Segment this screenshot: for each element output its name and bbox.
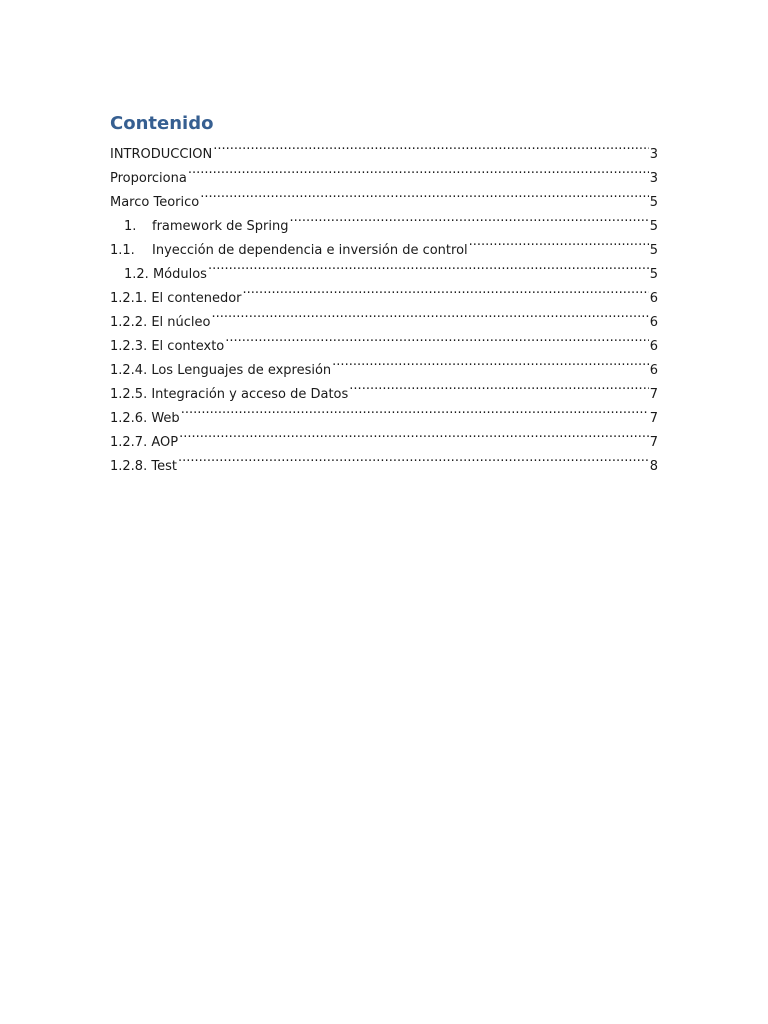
toc-entry-text: 1.2.5. Integración y acceso de Datos: [110, 387, 349, 402]
toc-page-number: 5: [649, 243, 658, 258]
toc-entry-introduccion[interactable]: [110, 134, 658, 162]
table-of-contents: [110, 134, 658, 474]
toc-entry-number: 1.1.: [110, 243, 135, 258]
toc-entry-text: 1.2.8. Test: [110, 459, 177, 474]
toc-entry-text: 1.2.2. El núcleo: [110, 315, 211, 330]
toc-page-number: 5: [649, 195, 658, 210]
toc-page-number: 6: [649, 291, 658, 306]
toc-entry-text: 1.2.1. El contenedor: [110, 291, 242, 306]
toc-entry-text: 1.2.7. AOP: [110, 435, 179, 450]
toc-dot-leader: [289, 206, 648, 230]
toc-dot-leader: [225, 326, 648, 350]
toc-entry-web[interactable]: [110, 398, 658, 426]
toc-dot-leader: [179, 422, 649, 446]
toc-entry-text: Inyección de dependencia e inversión de control: [152, 243, 468, 258]
toc-entry-text: 1.2.4. Los Lenguajes de expresión: [110, 363, 332, 378]
toc-dot-leader: [200, 182, 649, 206]
toc-page-number: 3: [649, 147, 658, 162]
toc-page-number: 5: [649, 219, 658, 234]
toc-dot-leader: [181, 398, 649, 422]
toc-entry-text: 1.2.6. Web: [110, 411, 180, 426]
toc-entry-aop[interactable]: [110, 422, 658, 450]
toc-page-number: 7: [649, 411, 658, 426]
toc-dot-leader: [243, 278, 649, 302]
toc-entry-proporciona[interactable]: [110, 158, 658, 186]
toc-page-number: 6: [649, 339, 658, 354]
toc-page-number: 7: [649, 435, 658, 450]
toc-entry-text: INTRODUCCION: [110, 147, 213, 162]
toc-page-number: 3: [649, 171, 658, 186]
toc-entry-text: framework de Spring: [152, 219, 289, 234]
toc-dot-leader: [188, 158, 649, 182]
toc-page-number: 8: [649, 459, 658, 474]
toc-entry-text: Proporciona: [110, 171, 187, 186]
toc-entry-number: 1.: [124, 219, 137, 234]
toc-entry-marco-teorico[interactable]: [110, 182, 658, 210]
toc-dot-leader: [213, 134, 648, 158]
toc-page-number: 7: [649, 387, 658, 402]
toc-dot-leader: [332, 350, 649, 374]
toc-entry-test[interactable]: [110, 446, 658, 474]
toc-page-number: 6: [649, 363, 658, 378]
toc-entry-text: Marco Teorico: [110, 195, 200, 210]
toc-dot-leader: [469, 230, 649, 254]
toc-page-number: 5: [649, 267, 658, 282]
toc-dot-leader: [349, 374, 648, 398]
toc-entry-text: 1.2.3. El contexto: [110, 339, 225, 354]
toc-page-number: 6: [649, 315, 658, 330]
toc-dot-leader: [212, 302, 649, 326]
toc-title: Contenido: [110, 113, 214, 134]
toc-dot-leader: [208, 254, 649, 278]
toc-entry-text: 1.2. Módulos: [124, 267, 207, 282]
toc-dot-leader: [178, 446, 649, 470]
